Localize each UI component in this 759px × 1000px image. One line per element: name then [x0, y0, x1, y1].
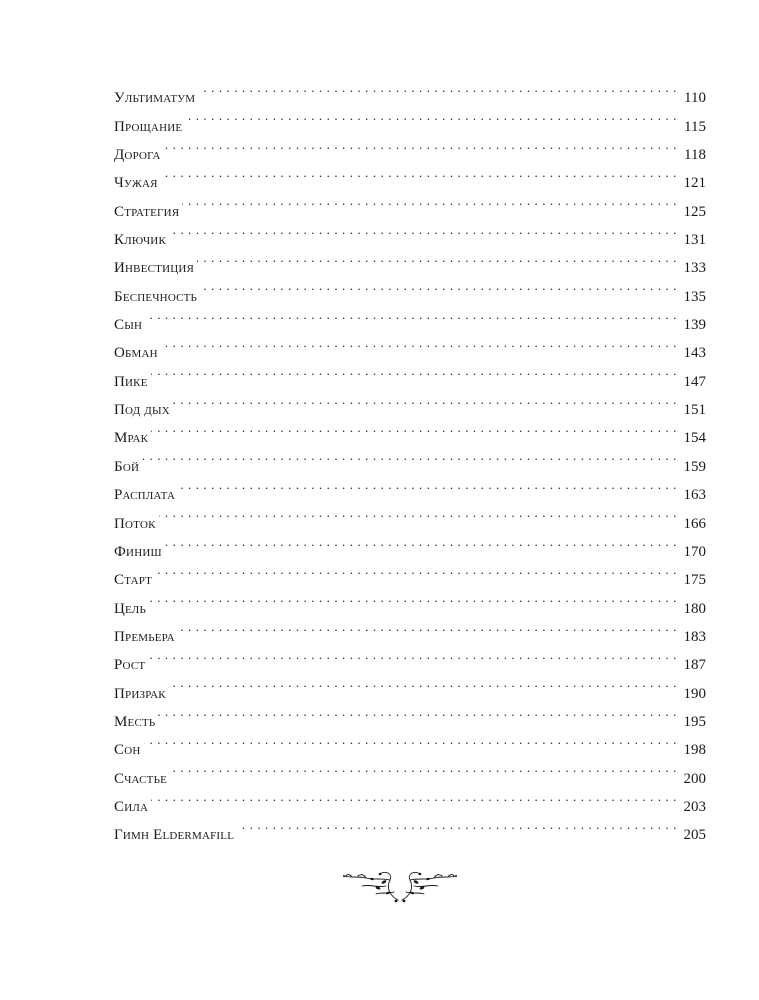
toc-leader-dots: [159, 499, 677, 527]
toc-entry-page: 195: [683, 713, 706, 730]
toc-leader-dots: [161, 159, 677, 187]
toc-entry-title: Дорога: [114, 147, 161, 164]
toc-leader-dots: [169, 669, 677, 697]
table-of-contents: [114, 74, 706, 844]
toc-entry-page: 170: [683, 543, 706, 560]
toc-entry[interactable]: [114, 301, 706, 334]
toc-entry-page: 166: [683, 515, 706, 532]
toc-entry-title: Чужая: [114, 175, 158, 192]
toc-entry-page: 151: [683, 402, 706, 419]
toc-entry[interactable]: [114, 187, 706, 220]
toc-leader-dots: [144, 726, 678, 754]
toc-entry[interactable]: [114, 74, 706, 107]
toc-entry-title: Беспечность: [114, 288, 198, 305]
toc-leader-dots: [145, 301, 677, 329]
toc-leader-dots: [198, 74, 677, 102]
toc-entry-page: 159: [683, 458, 706, 475]
toc-entry[interactable]: [114, 414, 706, 447]
toc-entry-title: Инвестиция: [114, 260, 195, 277]
toc-entry[interactable]: [114, 556, 706, 589]
toc-entry[interactable]: [114, 669, 706, 702]
toc-leader-dots: [149, 584, 677, 612]
toc-leader-dots: [151, 414, 677, 442]
toc-entry-title: Цель: [114, 600, 146, 617]
toc-entry[interactable]: [114, 216, 706, 249]
toc-entry-page: 203: [683, 798, 706, 815]
toc-entry[interactable]: [114, 613, 706, 645]
toc-entry-page: 133: [683, 260, 706, 277]
toc-entry-page: 154: [683, 430, 706, 447]
toc-leader-dots: [164, 131, 677, 159]
toc-entry[interactable]: [114, 471, 706, 504]
toc-entry-title: Ключик: [114, 232, 166, 249]
toc-entry-title: Премьера: [114, 628, 175, 645]
toc-entry-page: 163: [683, 487, 706, 504]
toc-entry-title: Рост: [114, 657, 146, 674]
toc-entry-title: Гимн Eldermafill: [114, 827, 235, 844]
toc-entry-page: 180: [683, 600, 706, 617]
toc-entry-title: Обман: [114, 345, 158, 362]
toc-entry-title: Сон: [114, 742, 141, 759]
toc-entry-page: 205: [683, 827, 706, 844]
toc-entry-title: Ультиматум: [114, 90, 196, 107]
floral-ornament-icon: [338, 866, 462, 906]
toc-entry-page: 198: [683, 742, 706, 759]
toc-entry-page: 110: [684, 90, 706, 107]
toc-entry-title: Призрак: [114, 685, 166, 702]
toc-entry[interactable]: [114, 811, 706, 844]
toc-entry-title: Счастье: [114, 770, 168, 787]
toc-leader-dots: [142, 442, 677, 470]
toc-entry-page: 147: [683, 373, 706, 390]
toc-leader-dots: [178, 471, 677, 499]
toc-entry[interactable]: [114, 499, 706, 532]
toc-leader-dots: [158, 698, 677, 726]
toc-entry-title: Пике: [114, 373, 148, 390]
toc-leader-dots: [151, 357, 677, 385]
toc-leader-dots: [155, 556, 677, 584]
toc-leader-dots: [165, 528, 677, 556]
toc-entry[interactable]: [114, 754, 706, 787]
toc-entry[interactable]: [114, 641, 706, 674]
toc-entry[interactable]: [114, 131, 706, 164]
toc-leader-dots: [151, 783, 677, 811]
toc-leader-dots: [200, 272, 677, 300]
toc-entry-page: 115: [684, 118, 706, 135]
toc-leader-dots: [161, 329, 677, 357]
toc-entry-title: Поток: [114, 515, 156, 532]
toc-leader-dots: [170, 754, 677, 782]
toc-entry[interactable]: [114, 584, 706, 617]
toc-entry-title: Финиш: [114, 543, 162, 560]
toc-entry-title: Старт: [114, 572, 153, 589]
toc-leader-dots: [148, 641, 677, 669]
toc-entry-title: Сила: [114, 798, 149, 815]
toc-entry-title: Расплата: [114, 487, 176, 504]
toc-entry[interactable]: [114, 357, 706, 390]
toc-leader-dots: [197, 244, 677, 272]
toc-leader-dots: [173, 386, 677, 414]
toc-entry-page: 183: [683, 628, 706, 645]
toc-entry-page: 125: [683, 203, 706, 220]
toc-entry[interactable]: [114, 102, 706, 135]
toc-entry-page: 135: [683, 288, 706, 305]
toc-entry[interactable]: [114, 528, 706, 560]
toc-entry[interactable]: [114, 783, 706, 815]
toc-entry-page: 118: [684, 147, 706, 164]
toc-entry[interactable]: [114, 159, 706, 192]
toc-entry-title: Стратегия: [114, 203, 180, 220]
toc-entry[interactable]: [114, 244, 706, 277]
toc-entry[interactable]: [114, 329, 706, 362]
toc-entry-title: Бой: [114, 458, 140, 475]
toc-leader-dots: [182, 187, 677, 215]
toc-entry-title: Прощание: [114, 118, 183, 135]
toc-entry[interactable]: [114, 726, 706, 759]
toc-leader-dots: [237, 811, 677, 839]
toc-entry-title: Месть: [114, 713, 156, 730]
toc-leader-dots: [169, 216, 677, 244]
toc-entry-title: Мрак: [114, 430, 149, 447]
toc-entry[interactable]: [114, 272, 706, 305]
toc-entry-page: 143: [683, 345, 706, 362]
toc-entry[interactable]: [114, 698, 706, 730]
toc-leader-dots: [178, 613, 677, 641]
toc-entry-page: 139: [683, 317, 706, 334]
toc-entry-page: 131: [683, 232, 706, 249]
toc-entry-page: 190: [683, 685, 706, 702]
toc-entry-page: 121: [683, 175, 706, 192]
toc-leader-dots: [185, 102, 677, 130]
toc-entry[interactable]: [114, 386, 706, 419]
toc-entry-title: Под дых: [114, 402, 170, 419]
toc-entry-page: 200: [683, 770, 706, 787]
toc-entry-page: 175: [683, 572, 706, 589]
toc-entry-page: 187: [683, 657, 706, 674]
toc-entry[interactable]: [114, 442, 706, 475]
toc-entry-title: Сын: [114, 317, 143, 334]
